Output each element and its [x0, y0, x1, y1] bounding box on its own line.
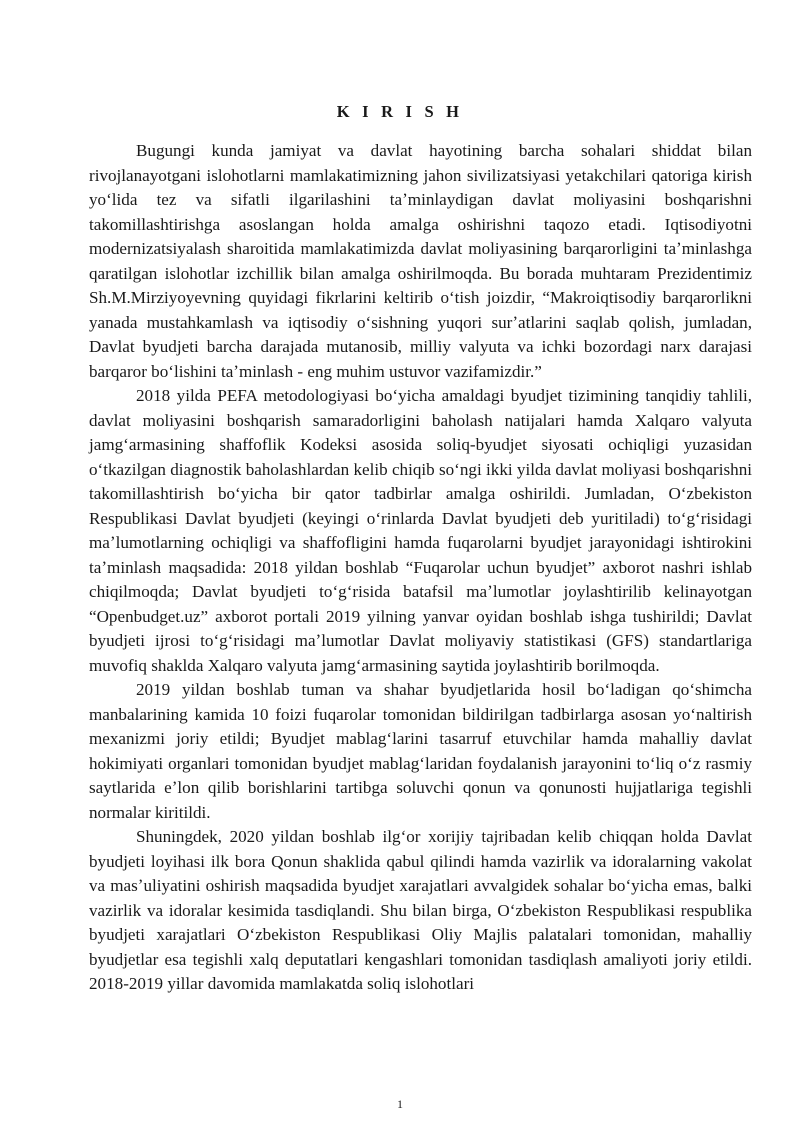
page-number: 1	[397, 1097, 403, 1111]
paragraph-1: Bugungi kunda jamiyat va davlat hayotining barcha sohalari shiddat bilan rivojlanayotgani islohotlarni mamlakatimizning jahon sivilizatsiyasi yetakchilari qatoriga kirish yoʻlida tez va sifatli ilgarilashini taʼminlaydigan davlat moliyasini boshqarishni takomillashtirishga asoslangan holda amalga oshirishni taqozo etadi. Iqtisodiyotni modernizatsiyalash sharoitida mamlakatimizda davlat moliyasining barqarorligini taʼminlashga qaratilgan islohotlar izchillik bilan amalga oshirilmoqda. Bu borada muhtaram Prezidentimiz Sh.M.Mirziyoyevning quyidagi fikrlarini keltirib oʻtish joizdir, “Makroiqtisodiy barqarorlikni yanada mustahkamlash va iqtisodiy oʻsishning yuqori surʼatlarini saqlab qolish, jumladan, Davlat byudjeti barcha darajada mutanosib, milliy valyuta va ichki bozordagi narx darajasi barqaror boʻlishini taʼminlash - eng muhim ustuvor vazifamizdir.”	[89, 141, 752, 381]
body-text	[89, 139, 752, 997]
paragraph-2: 2018 yilda PEFA metodologiyasi boʻyicha amaldagi byudjet tizimining tanqidiy tahlili, davlat moliyasini boshqarish samaradorligini baholash natijalari hamda Xalqaro valyuta jamgʻarmasining shaffoflik Kodeksi asosida soliq-byudjet siyosati ochiqligi yuzasidan oʻtkazilgan diagnostik baholashlardan kelib chiqib soʻngi ikki yilda davlat moliyasi boshqarishni takomillashtirish boʻyicha bir qator tadbirlar amalga oshirildi. Jumladan, Oʻzbekiston Respublikasi Davlat byudjeti (keyingi oʻrinlarda Davlat byudjeti deb yuritiladi) toʻgʻrisidagi maʼlumotlarning ochiqligi va shaffofligini hamda fuqarolarni byudjet jarayonidagi ishtirokini taʼminlash maqsadida: 2018 yildan boshlab “Fuqarolar uchun byudjet” axborot nashri ishlab chiqilmoqda; Davlat byudjeti toʻgʻrisida batafsil maʼlumotlar joylashtirilib kelinayotgan “Openbudget.uz” axborot portali 2019 yilning yanvar oyidan boshlab ishga tushirildi; Davlat byudjeti ijrosi toʻgʻrisidagi maʼlumotlar Davlat moliyaviy statistikasi (GFS) standartlariga muvofiq shaklda Xalqaro valyuta jamgʻarmasining saytida joylashtirib borilmoqda.	[89, 386, 752, 675]
section-heading: K I R I S H	[336, 102, 464, 121]
paragraph-3: 2019 yildan boshlab tuman va shahar byudjetlarida hosil boʻladigan qoʻshimcha manbalarining kamida 10 foizi fuqarolar tomonidan bildirilgan tadbirlarga asosan yoʻnaltirish mexanizmi joriy etildi; Byudjet mablagʻlarini tasarruf etuvchilar hamda mahalliy davlat hokimiyati organlari tomonidan byudjet mablagʻlaridan foydalanish jarayonini toʻliq oʻz rasmiy saytlarida eʼlon qilib borishlarini tartibga soluvchi qonun va qonunosti hujjatlariga tegishli normalar kiritildi.	[89, 680, 752, 822]
paragraph-4: Shuningdek, 2020 yildan boshlab ilgʻor xorijiy tajribadan kelib chiqqan holda Davlat byudjeti loyihasi ilk bora Qonun shaklida qabul qilindi hamda vazirlik va idoralarning vakolat va masʼuliyatini oshirish maqsadida byudjet xarajatlari avvalgidek sohalar boʻyicha emas, balki vazirlik va idoralar kesimida tasdiqlandi. Shu bilan birga, Oʻzbekiston Respublikasi respublika byudjeti xarajatlari Oʻzbekiston Respublikasi Oliy Majlis palatalari tomonidan, mahalliy byudjetlar esa tegishli xalq deputatlari kengashlari tomonidan tasdiqlash amaliyoti joriy etildi. 2018-2019 yillar davomida mamlakatda soliq islohotlari	[89, 827, 752, 993]
